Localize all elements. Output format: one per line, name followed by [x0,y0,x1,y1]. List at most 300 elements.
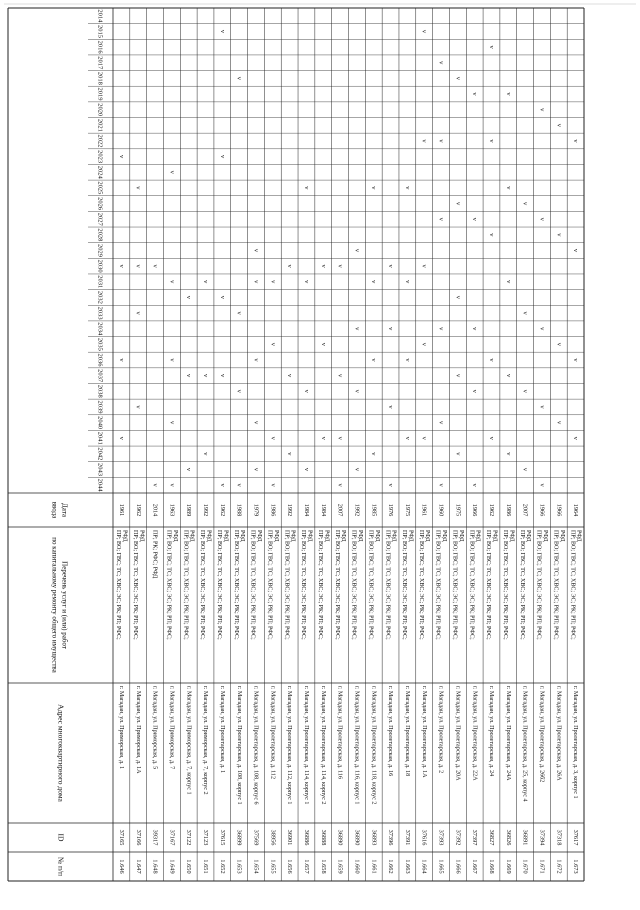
header-year-line2: ввода [50,501,59,519]
row-mark-2037: v [286,374,294,378]
row-mark-2021: v [555,123,563,127]
row-services-line1: ПР; ВО; ГВС; ТС; ХВС; ЭС; РК; РП; РФС; [485,530,492,640]
row-id: 36827 [488,829,496,846]
row-mark-2025: v [403,186,411,190]
row-num: 1.673 [572,859,580,874]
row-mark-2042: v [286,452,294,456]
row-mark-2030: v [151,264,159,268]
row-mark-2036: v [117,358,125,362]
row-mark-2042: v [202,452,210,456]
row-mark-2042: v [454,452,462,456]
row-address: г. Магадан, ул. Пролетарская, д. 1 [218,686,225,774]
row-year: 1988 [235,503,243,517]
row-services-line1: ПР; ВО; ГВС; ТС; ХВС; ЭС; РК; РП; РФС; [417,530,424,640]
row-mark-2043: v [302,467,310,472]
row-services-line2: РФД [121,530,128,542]
row-mark-2032: v [185,295,193,300]
row-id: 37165 [117,829,125,846]
row-address: г. Магадан, ул. Приморская, д. 5 [151,686,158,770]
header-year-2021: 2021 [96,118,104,132]
row-services-line1: ПР; ВО; ГВС; ТС; ХВС; ЭС; РК; РП; РФС; [316,530,323,640]
row-id: 36901 [286,829,294,846]
row-num: 1.669 [504,859,512,874]
row-mark-2031: v [302,280,310,284]
header-year-2037: 2037 [96,369,104,383]
header-year-2038: 2038 [96,384,104,398]
row-services-line1: ПР; ВО; ГВС; ТС; ХВС; ЭС; РК; РП; РФС; [384,530,391,640]
row-num: 1.667 [471,859,479,874]
row-num: 1.662 [387,859,395,874]
row-services-line2: РФД [441,530,448,542]
row-id: 36891 [521,829,529,846]
row-year: 1975 [403,503,411,517]
row-mark-2044: v [168,483,176,487]
row-services-line2: РФД [525,530,532,542]
row-mark-2029: v [252,248,260,253]
row-num: 1.651 [202,859,210,874]
row-id: 36886 [302,829,310,846]
header-year-2018: 2018 [96,71,104,85]
header-year-2030: 2030 [96,259,104,273]
row-address: г. Магадан, ул. Пролетарская, д. 112 [269,686,276,780]
row-mark-2022: v [437,139,445,143]
row-address: г. Магадан, ул. Пролетарская, д. 22А [471,686,478,781]
row-year: 1979 [252,503,260,517]
row-id: 37392 [454,829,462,846]
row-num: 1.672 [555,859,563,874]
row-mark-2037: v [218,374,226,378]
row-services-line2: РФД [356,530,363,542]
row-address: г. Магадан, ул. Приморская, д. 1 [118,686,125,770]
row-mark-2036: v [252,358,260,362]
header-year-2019: 2019 [96,87,104,101]
row-num: 1.649 [168,859,176,874]
row-num: 1.664 [420,859,428,874]
row-mark-2031: v [403,280,411,284]
row-mark-2035: v [555,342,563,346]
row-mark-2041: v [487,436,495,440]
row-id: 37616 [420,829,428,846]
row-address: г. Магадан, ул. Пролетарская, д. 26А [555,686,562,781]
row-year: 1992 [286,503,294,517]
row-mark-2029: v [353,248,361,253]
row-mark-2040: v [555,420,563,425]
header-year-2042: 2042 [96,447,104,461]
row-mark-2019: v [471,92,479,96]
row-num: 1.666 [454,859,462,874]
row-num: 1.648 [151,859,159,874]
row-num: 1.646 [117,859,125,874]
header-year-2040: 2040 [96,416,104,430]
row-num: 1.670 [521,859,529,874]
header-year-2023: 2023 [96,150,104,164]
row-address: г. Магадан, ул. Пролетарская, д. 118, корпус 2 [370,686,377,805]
row-mark-2044: v [471,483,479,487]
row-mark-2033: v [235,311,243,315]
row-services-line2: РФД [457,530,464,542]
row-id: 37397 [471,829,479,846]
row-services-line1: ПР; ВО; ГВС; ТС; ХВС; ЭС; РК; РП; РФС; [333,530,340,640]
row-mark-2036: v [168,358,176,362]
row-address: г. Магадан, ул. Пролетарская, д. 20А [454,686,461,781]
row-mark-2043: v [353,467,361,472]
row-year: 1976 [387,503,395,517]
row-mark-2038: v [302,389,310,393]
row-mark-2025: v [302,186,310,190]
row-id: 37167 [168,829,176,846]
row-mark-2022: v [487,139,495,143]
row-mark-2037: v [185,374,193,378]
row-id: 36890 [336,829,344,846]
row-id: 37617 [572,829,580,846]
header-year-2017: 2017 [96,56,104,70]
header-num: № п/п [56,856,66,877]
row-mark-2017: v [437,61,445,65]
row-mark-2036: v [403,358,411,362]
row-mark-2044: v [218,483,226,487]
row-mark-2044: v [387,483,395,487]
row-mark-2018: v [235,76,243,81]
row-year: 1962 [218,503,226,517]
row-mark-2041: v [403,436,411,440]
row-num: 1.657 [302,859,310,874]
row-services-line1: ПР; ВО; ГВС; ТС; ХВС; ЭС; РК; РП; РФС; [535,530,542,640]
row-mark-2039: v [387,405,395,409]
row-num: 1.654 [252,859,260,874]
row-services-line2: РФД [340,530,347,542]
header-services-line2: по капитальному ремонту общего имущества [50,537,59,673]
row-services-line2: РФД [541,530,548,542]
row-mark-2031: v [202,280,210,284]
row-mark-2027: v [538,217,546,221]
row-services-line1: ПР; ВО; ГВС; ТС; ХВС; ЭС; РК; РП; РФС; [502,530,509,640]
row-mark-2040: v [437,420,445,425]
header-year-2031: 2031 [96,275,104,289]
row-mark-2044: v [235,483,243,487]
row-year: 2014 [151,503,159,517]
row-num: 1.660 [353,859,361,874]
row-address: г. Магадан, ул. Пролетарская, д. 18 [403,686,410,777]
row-num: 1.656 [286,859,294,874]
row-year: 2007 [521,503,529,517]
row-year: 1992 [353,503,361,517]
row-mark-2038: v [521,389,529,393]
row-mark-2025: v [504,186,512,190]
row-mark-2033: v [521,311,529,315]
row-mark-2036: v [370,358,378,362]
row-address: г. Магадан, ул. Пролетарская, д. 1А [420,686,427,778]
row-mark-2034: v [538,327,546,331]
row-mark-2031: v [168,280,176,284]
row-year: 1966 [471,503,479,517]
row-services-line1: ПР; ВО; ГВС; ТС; ХВС; ЭС; РК; РП; РФС; [232,530,239,640]
row-mark-2041: v [572,436,580,440]
row-services-line2: РФД [239,530,246,542]
row-services-line1: ПР; ВО; ГВС; ТС; ХВС; ЭС; РК; РП; РФС; [216,530,223,640]
row-id: 37391 [403,829,411,846]
row-num: 1.668 [488,859,496,874]
row-services-line2: РФД [222,530,229,542]
row-mark-2016: v [487,45,495,49]
row-id: 37166 [134,829,142,846]
row-mark-2022: v [420,139,428,143]
row-mark-2041: v [420,436,428,440]
row-address: г. Магадан, ул. Пролетарская, д. 114, корпус 2 [319,686,326,805]
row-year: 1962 [134,503,142,517]
row-id: 36826 [504,829,512,846]
row-address: г. Магадан, ул. Пролетарская, д. 116, корпус 1 [353,686,360,805]
row-mark-2043: v [185,467,193,472]
row-id: 37318 [555,829,563,846]
row-address: г. Магадан, ул. Пролетарская, д. 25, корпус 4 [521,686,528,802]
row-year: 1984 [302,503,310,517]
header-year-2014: 2014 [96,9,104,23]
row-mark-2038: v [471,389,479,393]
row-num: 1.655 [269,859,277,874]
row-mark-2044: v [538,483,546,487]
row-mark-2037: v [504,374,512,378]
row-mark-2032: v [218,295,226,300]
row-services-line2: РФД [256,530,263,542]
row-mark-2030: v [319,264,327,268]
header-year-line1: Дата [60,503,69,517]
row-year: 1963 [168,503,176,517]
row-mark-2023: v [218,155,226,159]
row-services-line1: ПР; ВО; ГВС; ТС; ХВС; ЭС; РК; РП; РФС; [401,530,408,640]
header-year-2026: 2026 [96,197,104,211]
row-mark-2030: v [117,264,125,268]
row-id: 36899 [235,829,243,846]
table-grid [8,8,584,881]
row-address: г. Магадан, ул. Приморская, д. 7, корпус 1 [185,686,192,795]
header-year-2029: 2029 [96,244,104,257]
row-services-line1: ПР; ВО; ГВС; ТС; ХВС; ЭС; РК; РП; РФС; [182,530,189,640]
header-year-2024: 2024 [96,165,104,179]
row-id: 37615 [218,829,226,846]
row-services-line1: ПР; ВО; ГВС; ТС; ХВС; ЭС; РК; РП; РФС; [300,530,307,640]
row-mark-2044: v [336,483,344,487]
header-address: Адрес многоквартирного дома [56,704,66,802]
header-year-2015: 2015 [96,24,104,38]
row-address: г. Магадан, ул. Пролетарская, д. 108, корпус 1 [235,686,242,805]
row-services-line1: ПР; ВО; ГВС; ТС; ХВС; ЭС; РК; РП; РФС; [165,530,172,640]
row-mark-2038: v [235,389,243,393]
row-mark-2018: v [454,76,462,81]
row-mark-2037: v [202,374,210,378]
row-mark-2027: v [437,217,445,221]
row-id: 36888 [319,829,327,846]
row-address: г. Магадан, ул. Пролетарская, д. 24 [488,686,495,777]
header-services-line1: Перечень услуг и (или) работ [60,561,69,649]
row-num: 1.647 [134,859,142,874]
row-mark-2041: v [336,436,344,440]
row-year: 1966 [538,503,546,517]
row-mark-2030: v [336,264,344,268]
row-num: 1.650 [185,859,193,874]
row-mark-2031: v [252,280,260,284]
row-mark-2044: v [269,483,277,487]
row-mark-2029: v [572,248,580,253]
row-mark-2041: v [319,436,327,440]
row-mark-2037: v [454,374,462,378]
row-mark-2030: v [286,264,294,268]
row-mark-2036: v [572,358,580,362]
row-services-line1: ПР; ВО; ГВС; ТС; ХВС; ЭС; РК; РП; РФС; [199,530,206,640]
row-address: г. Магадан, ул. Пролетарская, д. 26б2 [538,686,545,783]
row-mark-2024: v [168,170,176,174]
row-services-line2: РФД [138,530,145,542]
row-year: 2007 [336,503,344,517]
row-mark-2032: v [454,295,462,300]
row-services-line1: ПР; ВО; ГВС; ТС; ХВС; ЭС; РК; РП; РФС; [367,530,374,640]
row-address: г. Магадан, ул. Пролетарская, д. 2 [437,686,444,774]
table-labels [50,9,581,876]
row-num: 1.663 [403,859,411,874]
row-services-line2: РФД [390,530,397,542]
row-services-line1: ПР; ВО; ГВС; ТС; ХВС; ЭС; РК; РП; РФС; [350,530,357,640]
row-mark-2043: v [252,467,260,472]
row-id: 36893 [370,829,378,846]
row-mark-2040: v [168,420,176,425]
row-mark-2015: v [420,29,428,34]
row-mark-2036: v [487,358,495,362]
row-services-line2: РФД [558,530,565,542]
row-id: 37123 [202,829,210,846]
header-year-2027: 2027 [96,212,104,226]
row-mark-2020: v [538,108,546,112]
header-year-2043: 2043 [96,463,104,477]
row-mark-2043: v [521,467,529,472]
row-services-line2: РФД [289,530,296,542]
header-year-2041: 2041 [96,431,104,445]
row-mark-2042: v [370,452,378,456]
header-year-2044: 2044 [96,478,104,492]
row-mark-2042: v [504,452,512,456]
row-address: г. Магадан, ул. Приморская, д. 7 [168,686,175,770]
row-mark-2031: v [370,280,378,284]
row-services-line1: ПР; ВО; ГВС; ТС; ХВС; ЭС; РК; РП; РФС; [283,530,290,640]
row-services-line2: РФД [407,530,414,542]
row-services-line1: ПР; ВО; ГВС; ТС; ХВС; ЭС; РК; РП; РФС; [249,530,256,640]
row-mark-2030: v [387,264,395,268]
row-year: 1975 [454,503,462,517]
row-year: 1986 [269,503,277,517]
row-id: 37569 [252,829,260,846]
header-year-2032: 2032 [96,290,104,304]
row-year: 1989 [185,503,193,517]
row-mark-2034: v [387,327,395,331]
row-services-line1: ПР; ВО; ГВС; ТС; ХВС; ЭС; РК; РП; РФС; [552,530,559,640]
row-mark-2033: v [134,311,142,315]
header-year-2020: 2020 [96,103,104,117]
row-mark-2023: v [117,155,125,159]
row-address: г. Магадан, ул. Пролетарская, д. 16 [387,686,394,777]
header-year-2033: 2033 [96,306,104,320]
header-year-2036: 2036 [96,353,104,367]
row-address: г. Магадан, ул. Приморская, д. 7, корпус 2 [202,686,209,795]
row-services-line2: РФД [474,530,481,542]
row-address: г. Магадан, ул. Пролетарская, д. 108, корпус 6 [252,686,259,805]
row-address: г. Магадан, ул. Пролетарская, д. 114, корпус 1 [303,686,310,805]
row-id: 38956 [269,829,277,846]
row-services-line2: РФД [491,530,498,542]
row-services-line2: РФД [373,530,380,542]
row-year: 1985 [370,503,378,517]
row-num: 1.659 [336,859,344,874]
header-year-2034: 2034 [96,322,104,336]
row-mark-2040: v [252,420,260,425]
row-mark-2028: v [487,233,495,237]
row-services-line2: РФД [171,530,178,542]
row-services-line1: ПР; ВО; ГВС; ТС; ХВС; ЭС; РК; РП; РФС; [518,530,525,640]
row-year: 1962 [488,503,496,517]
row-mark-2025: v [370,186,378,190]
row-mark-2038: v [353,389,361,393]
row-mark-2037: v [336,374,344,378]
row-services-line2: РФД [306,530,313,542]
row-services-line1: ПР; ВО; ГВС; ТС; ХВС; ЭС; РК; РП; РФС; [266,530,273,640]
row-mark-2025: v [134,186,142,190]
row-address: г. Магадан, ул. Приморская, д. 1А [134,686,141,774]
row-services-line2: РФД [508,530,515,542]
row-id: 39317 [151,829,159,846]
header-year-2035: 2035 [96,337,104,351]
row-services-line2: РФД [323,530,330,542]
row-services-line1: ПР; ВО; ГВС; ТС; ХВС; ЭС; РК; РП; РФС; [131,530,138,640]
row-id: 36890 [353,829,361,846]
row-num: 1.665 [437,859,445,874]
header-year-2022: 2022 [96,134,104,148]
row-mark-2044: v [151,483,159,487]
row-address: г. Магадан, ул. Пролетарская, д. 116 [336,686,343,780]
row-year: 1966 [555,503,563,517]
row-mark-2030: v [134,264,142,268]
row-mark-2039: v [134,405,142,409]
row-mark-2026: v [454,201,462,206]
header-year-2039: 2039 [96,400,104,414]
row-mark-2034: v [353,327,361,331]
row-num: 1.652 [218,859,226,874]
row-mark-2022: v [572,139,580,143]
row-year: 1992 [202,503,210,517]
row-services-line2: РФД [424,530,431,542]
row-id: 37396 [387,829,395,846]
row-mark-2030: v [420,264,428,268]
row-services-line1: ПР; ВО; ГВС; ТС; ХВС; ЭС; РК; РП; РФС; [468,530,475,640]
row-year: 1961 [420,503,428,517]
row-mark-2035: v [420,342,428,346]
row-services-line1: ПР; ВО; ГВС; ТС; ХВС; ЭС; РК; РП; РФС; [451,530,458,640]
header-year-2025: 2025 [96,181,104,195]
row-services-line1: ПР; ВО; ГВС; ТС; ХВС; ЭС; РК; РП; РФС; [569,530,576,640]
row-id: 37393 [437,829,445,846]
row-services: ПР; РК; РФС; РФД [151,530,158,579]
header-id: ID [56,833,66,842]
row-address: г. Магадан, ул. Пролетарская, д. 112, корпус 1 [286,686,293,805]
row-mark-2041: v [269,436,277,440]
row-mark-2019: v [504,92,512,96]
row-services-line2: РФД [205,530,212,542]
row-mark-2027: v [471,217,479,221]
row-mark-2015: v [218,29,226,34]
row-address: г. Магадан, ул. Пролетарская, д. 24А [504,686,511,781]
row-mark-2031: v [504,280,512,284]
row-num: 1.653 [235,859,243,874]
row-num: 1.658 [319,859,327,874]
row-mark-2034: v [471,327,479,331]
row-id: 37394 [538,829,546,846]
header-year-2016: 2016 [96,40,104,54]
